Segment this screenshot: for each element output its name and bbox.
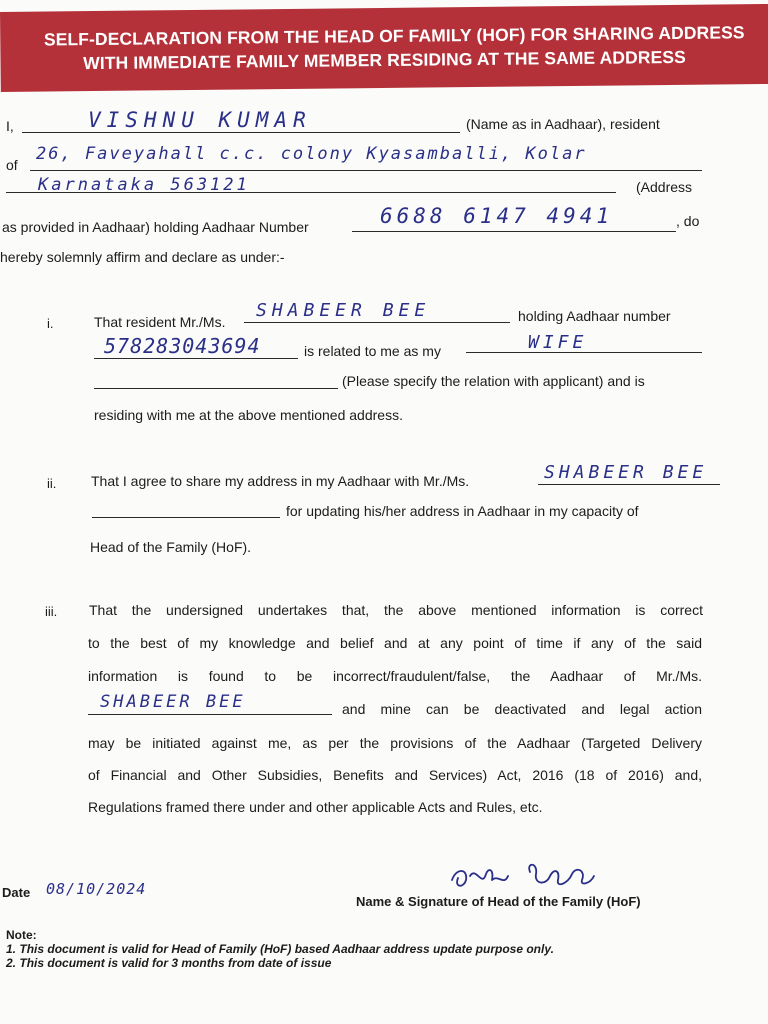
clause-ii-text1: That I agree to share my address in my Aadhaar with Mr./Ms. bbox=[91, 473, 470, 489]
note-2 bbox=[6, 956, 554, 970]
member-name-ii-line bbox=[538, 484, 720, 485]
note-1-text: This document is valid for Head of Family (HoF) based Aadhaar address update purpose only. bbox=[19, 942, 554, 956]
aadhaar-line bbox=[352, 231, 676, 232]
intro-aadhaar-prefix: as provided in Aadhaar) holding Aadhaar Number bbox=[2, 219, 309, 235]
handwritten-aadhaar: 6688 6147 4941 bbox=[380, 204, 614, 228]
clause-iii-text3: information is found to be incorrect/fraudulent/false, the Aadhaar of Mr./Ms. bbox=[88, 668, 702, 684]
intro-i: I, bbox=[6, 118, 14, 134]
clause-i-text2: holding Aadhaar number bbox=[518, 308, 671, 324]
handwritten-name: VISHNU KUMAR bbox=[88, 108, 312, 132]
handwritten-date: 08/10/2024 bbox=[46, 880, 147, 898]
note-1 bbox=[6, 942, 554, 956]
signature-label: Name & Signature of Head of the Family (HoF) bbox=[356, 894, 641, 909]
clause-ii-number: ii. bbox=[47, 476, 57, 491]
clause-i-text5: residing with me at the above mentioned address. bbox=[94, 407, 403, 423]
clause-iii-text1: That the undersigned undertakes that, the above mentioned information is correct bbox=[89, 602, 703, 618]
signature-mark bbox=[446, 858, 616, 898]
clause-iii-text6: of Financial and Other Subsidies, Benefits and Services) Act, 2016 (18 of 2016) and, bbox=[88, 767, 702, 783]
intro-name-suffix: (Name as in Aadhaar), resident bbox=[466, 116, 660, 132]
note-label: Note: bbox=[6, 928, 37, 942]
address-line-1 bbox=[30, 170, 702, 171]
handwritten-member-name-iii: SHABEER BEE bbox=[100, 692, 246, 712]
intro-affirm: hereby solemnly affirm and declare as under:- bbox=[0, 249, 285, 265]
clause-i-number: i. bbox=[47, 316, 54, 331]
handwritten-address-2: Karnataka 563121 bbox=[38, 175, 250, 195]
date-label: Date bbox=[2, 885, 31, 900]
note-2-text: This document is valid for 3 months from date of issue bbox=[19, 956, 332, 970]
handwritten-member-aadhaar: 578283043694 bbox=[104, 334, 261, 358]
member-name-line bbox=[244, 322, 510, 323]
handwritten-member-name-ii: SHABEER BEE bbox=[544, 462, 708, 483]
name-line bbox=[22, 132, 460, 133]
notes-section bbox=[6, 928, 554, 970]
note-1-number: 1. bbox=[6, 942, 17, 956]
member-aadhaar-line bbox=[94, 358, 298, 359]
clause-i-text1: That resident Mr./Ms. bbox=[94, 314, 226, 330]
clause-iii-text4: and mine can be deactivated and legal action bbox=[342, 701, 702, 717]
relation-spec-line bbox=[94, 388, 338, 389]
intro-of: of bbox=[6, 157, 18, 173]
capacity-line bbox=[92, 517, 280, 518]
clause-iii-text2: to the best of my knowledge and belief and at any point of time if any of the said bbox=[88, 635, 702, 651]
note-2-number: 2. bbox=[6, 956, 17, 970]
clause-i-text3: is related to me as my bbox=[304, 343, 441, 359]
clause-iii-text7: Regulations framed there under and other applicable Acts and Rules, etc. bbox=[88, 799, 543, 815]
title-line-2: WITH IMMEDIATE FAMILY MEMBER RESIDING AT THE SAME ADDRESS bbox=[83, 46, 686, 74]
clause-i-text4: (Please specify the relation with applicant) and is bbox=[342, 373, 645, 389]
handwritten-relation: WIFE bbox=[528, 332, 588, 353]
clause-iii-text5: may be initiated against me, as per the provisions of the Aadhaar (Targeted Delivery bbox=[88, 735, 702, 751]
intro-address-suffix: (Address bbox=[636, 179, 693, 195]
handwritten-member-name: SHABEER BEE bbox=[256, 300, 431, 321]
intro-do: , do bbox=[676, 213, 700, 229]
clause-ii-text2: for updating his/her address in Aadhaar in my capacity of bbox=[286, 503, 639, 519]
member-name-iii-line bbox=[88, 714, 332, 715]
clause-ii-text3: Head of the Family (HoF). bbox=[90, 539, 252, 555]
handwritten-address-1: 26, Faveyahall c.c. colony Kyasamballi, Kolar bbox=[36, 144, 587, 164]
clause-iii-number: iii. bbox=[45, 604, 58, 619]
title-line-1: SELF-DECLARATION FROM THE HEAD OF FAMILY (HOF) FOR SHARING ADDRESS bbox=[43, 22, 745, 50]
title-banner bbox=[0, 4, 768, 92]
